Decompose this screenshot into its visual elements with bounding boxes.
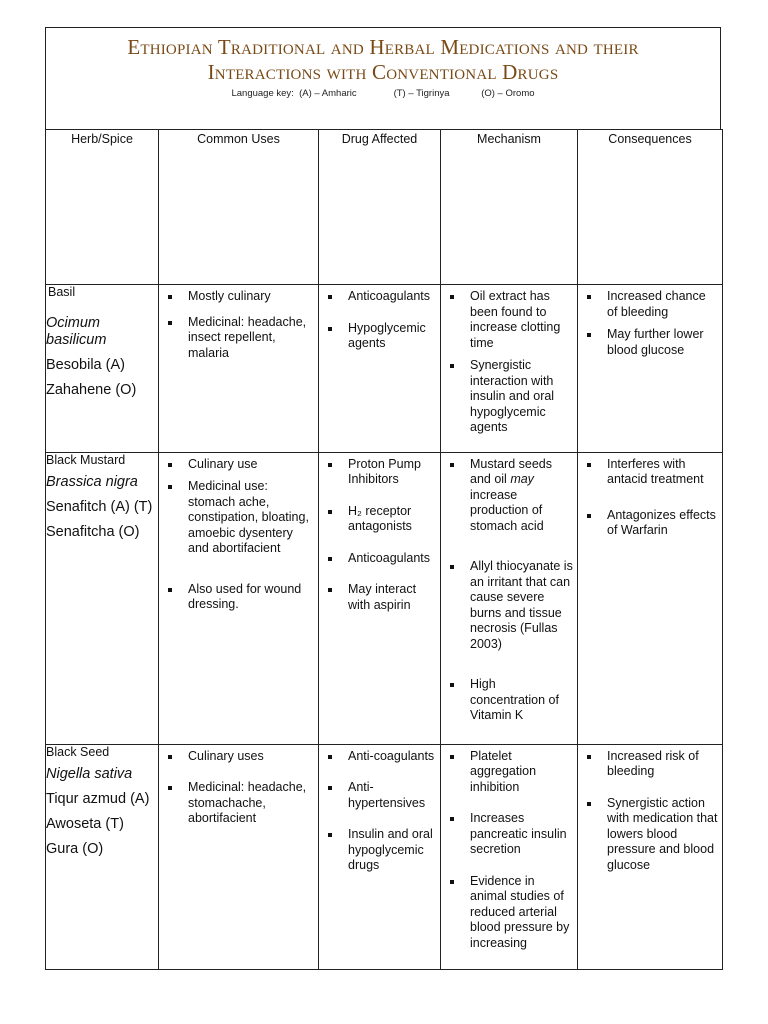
herb-cell (46, 285, 159, 453)
list-item: High concentration of Vitamin K (447, 677, 573, 724)
document-header (45, 27, 721, 130)
column-header-consequences: Consequences (578, 130, 723, 285)
mechanism-cell (441, 744, 578, 969)
table-header-row (46, 130, 723, 285)
uses-cell (159, 285, 319, 453)
consequences-cell (578, 285, 723, 453)
list-item: Anti-coagulants (325, 749, 436, 765)
scientific-name: Ocimum basilicum (46, 314, 107, 348)
list-item: Culinary use (165, 457, 314, 473)
local-name: Besobila (A) (46, 356, 125, 373)
list-item: Culinary uses (165, 749, 314, 765)
table-row (46, 452, 723, 744)
herb-name: Black Mustard (46, 452, 126, 467)
list-item: Interferes with antacid treatment (584, 457, 718, 488)
table-row (46, 744, 723, 969)
drug-cell (319, 452, 441, 744)
herb-name: Black Seed (46, 744, 110, 759)
interactions-table (45, 129, 723, 970)
list-item: Hypoglycemic agents (325, 321, 436, 352)
list-item: Also used for wound dressing. (165, 582, 314, 613)
scientific-name: Nigella sativa (46, 766, 133, 782)
mechanism-cell (441, 452, 578, 744)
document-title (46, 35, 720, 85)
list-item (447, 457, 573, 535)
mechanism-emphasis: may (510, 472, 534, 486)
herb-cell (46, 452, 159, 744)
language-key: Language key: (A) – Amharic (T) – Tigrinya (O) – Oromo (231, 88, 535, 99)
list-item: Medicinal use: stomach ache, constipation, bloating, amoebic dysentery and abortifacient (165, 479, 314, 557)
local-name: Gura (O) (46, 841, 104, 857)
mechanism-text: Mustard seeds and oil (470, 456, 552, 486)
uses-cell (159, 452, 319, 744)
list-item: Increased risk of bleeding (584, 749, 718, 780)
list-item: Anticoagulants (325, 551, 436, 567)
local-name: Zahahene (O) (46, 381, 137, 398)
list-item: Allyl thiocyanate is an irritant that can cause severe burns and tissue necrosis (Fullas 2003) (447, 559, 573, 652)
title-line-2: Interactions with Conventional Drugs (207, 60, 559, 84)
local-name: Senafitch (A) (T) (46, 499, 153, 515)
local-name: Senafitcha (O) (46, 524, 140, 540)
column-header-herb: Herb/Spice (46, 130, 159, 285)
local-name: Awoseta (T) (46, 816, 124, 832)
list-item: Insulin and oral hypoglycemic drugs (325, 827, 436, 874)
column-header-mechanism: Mechanism (441, 130, 578, 285)
list-item: Antagonizes effects of Warfarin (584, 508, 718, 539)
list-item: Evidence in animal studies of reduced arterial blood pressure by increasing (447, 874, 573, 952)
list-item: Medicinal: headache, insect repellent, malaria (165, 315, 314, 362)
local-name: Tiqur azmud (A) (46, 791, 150, 807)
list-item: Anti-hypertensives (325, 780, 436, 811)
column-header-uses: Common Uses (159, 130, 319, 285)
consequences-cell (578, 452, 723, 744)
column-header-drug: Drug Affected (319, 130, 441, 285)
mechanism-cell (441, 285, 578, 453)
list-item: Increases pancreatic insulin secretion (447, 811, 573, 858)
list-item: Medicinal: headache, stomachache, abortifacient (165, 780, 314, 827)
list-item: H₂ receptor antagonists (325, 504, 436, 535)
list-item: Synergistic action with medication that lowers blood pressure and blood glucose (584, 796, 718, 874)
drug-cell (319, 285, 441, 453)
drug-cell (319, 744, 441, 969)
scientific-name: Brassica nigra (46, 474, 138, 490)
consequences-cell (578, 744, 723, 969)
uses-cell (159, 744, 319, 969)
list-item: Oil extract has been found to increase clotting time (447, 289, 573, 351)
list-item: Proton Pump Inhibitors (325, 457, 436, 488)
list-item: Platelet aggregation inhibition (447, 749, 573, 796)
mechanism-text: increase production of stomach acid (470, 487, 544, 533)
title-line-1: Ethiopian Traditional and Herbal Medications and their (127, 35, 639, 59)
herb-name: Basil (48, 285, 76, 299)
list-item: May further lower blood glucose (584, 327, 718, 358)
list-item: Anticoagulants (325, 289, 436, 305)
herb-cell (46, 744, 159, 969)
list-item: Mostly culinary (165, 289, 314, 305)
list-item: Increased chance of bleeding (584, 289, 718, 320)
list-item: May interact with aspirin (325, 582, 436, 613)
list-item: Synergistic interaction with insulin and oral hypoglycemic agents (447, 358, 573, 436)
table-row (46, 285, 723, 453)
